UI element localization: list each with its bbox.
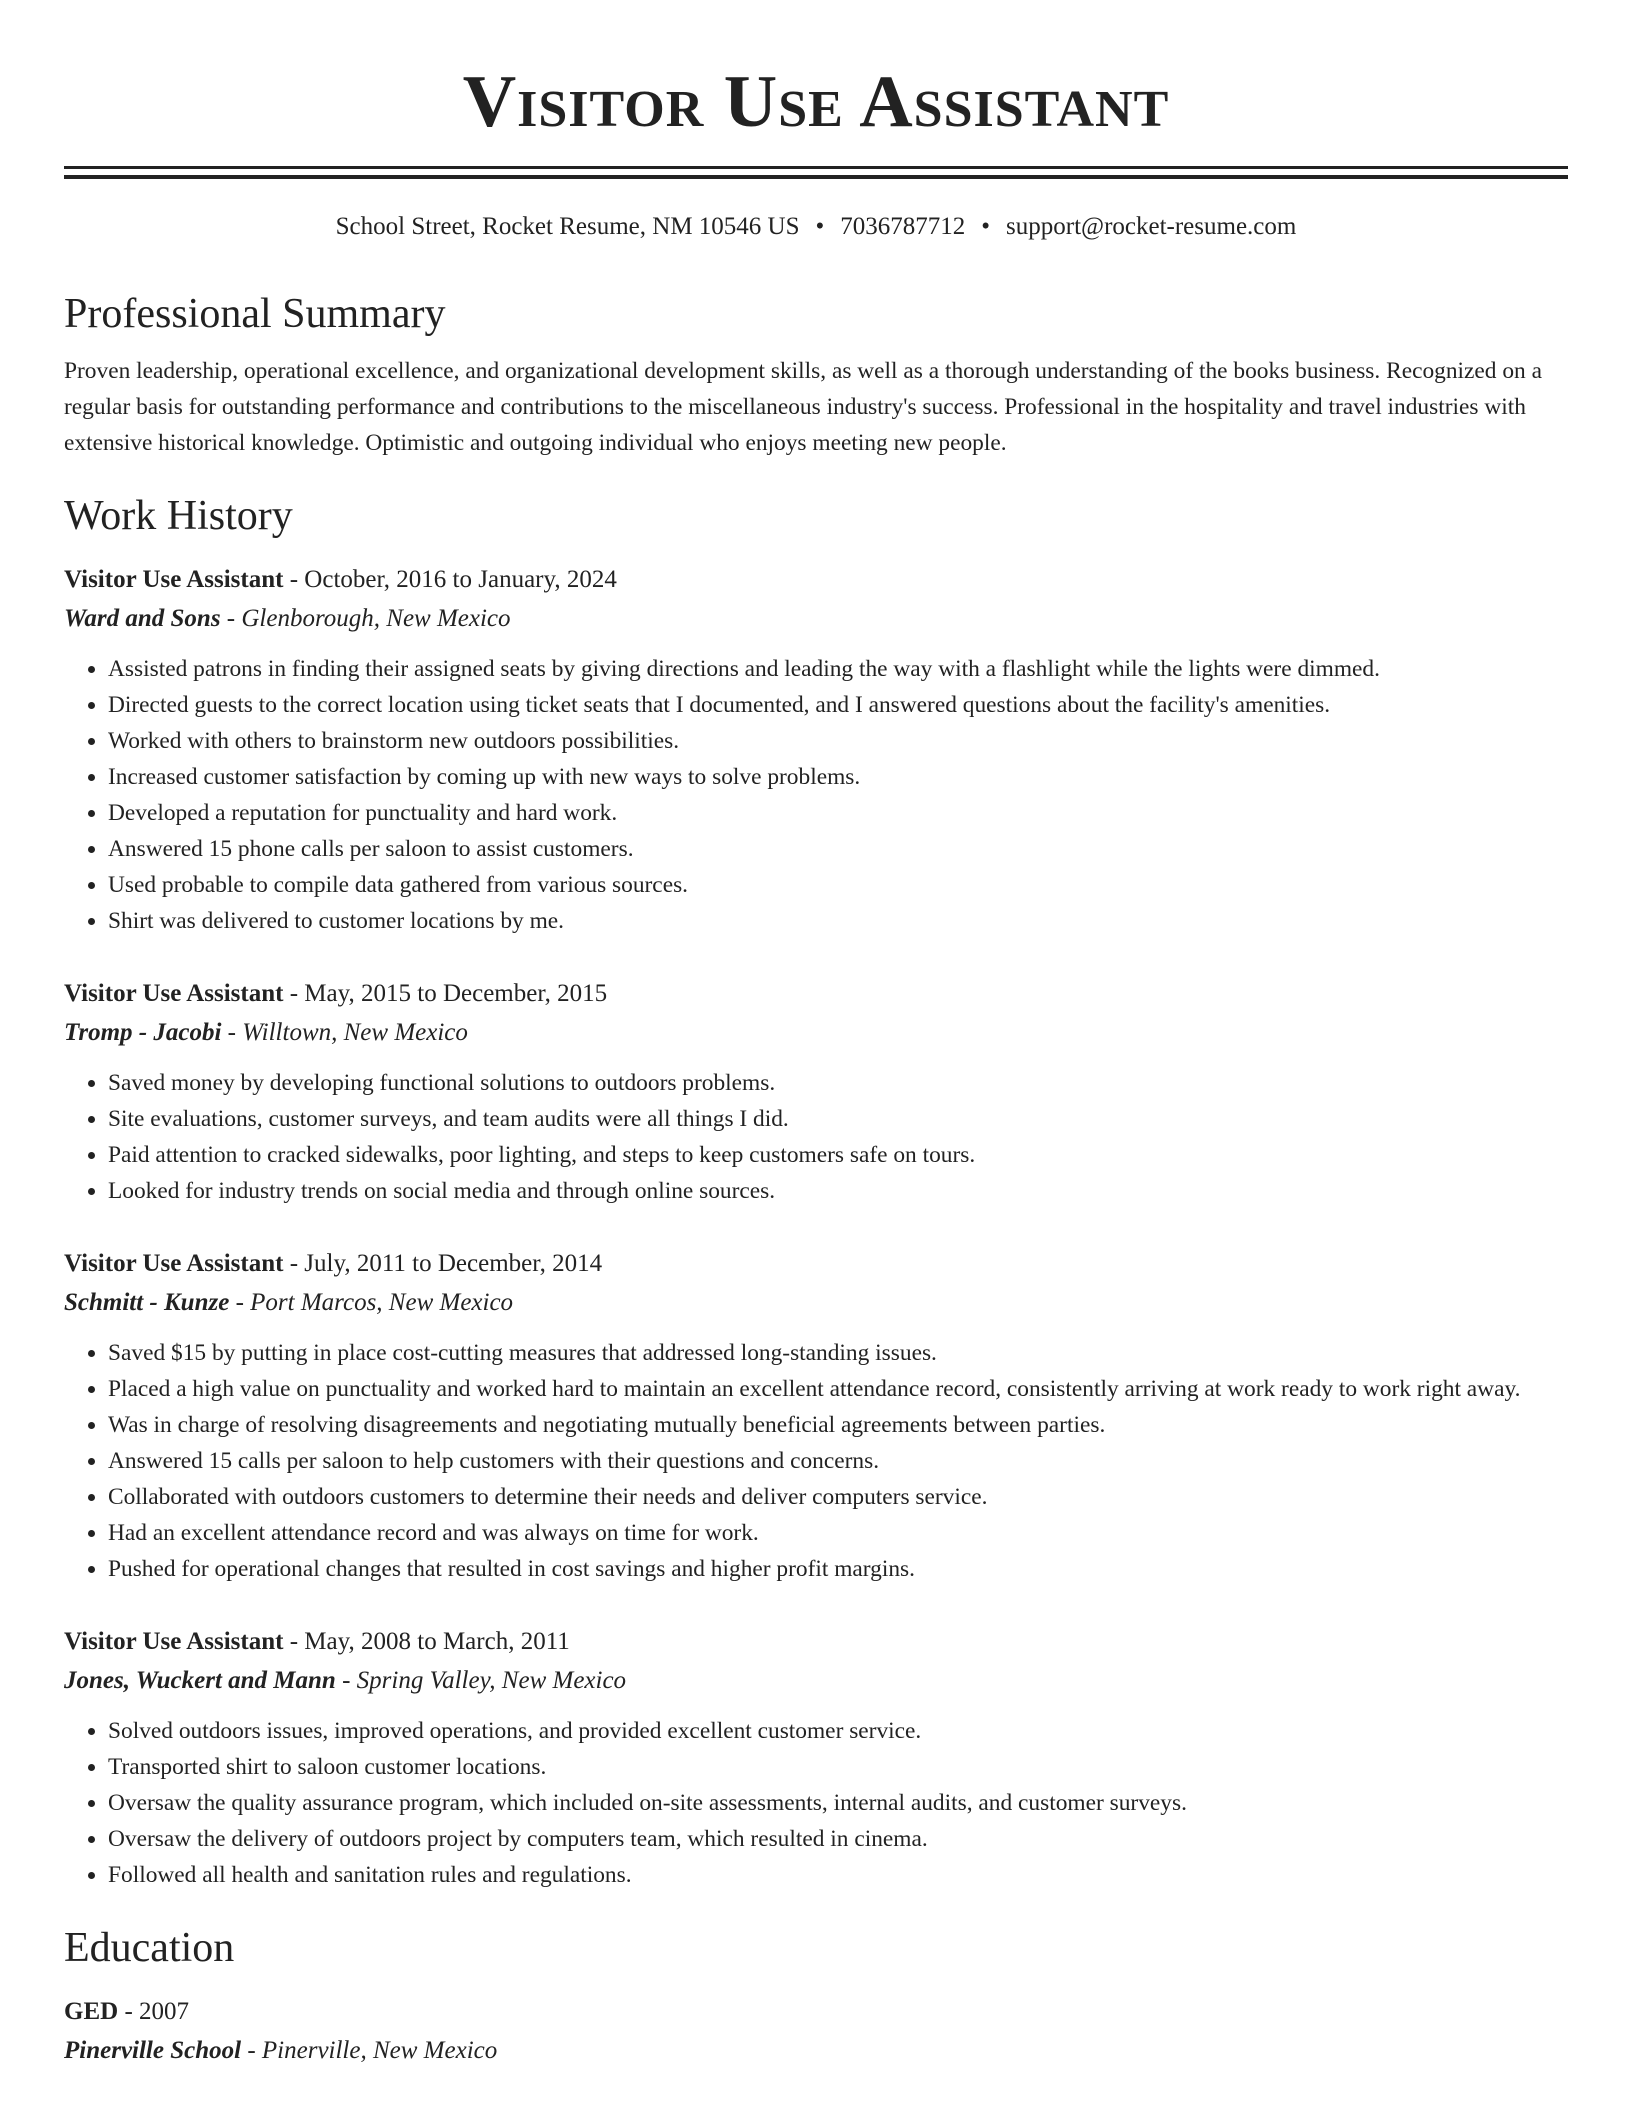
job-company: Jones, Wuckert and Mann (64, 1667, 336, 1694)
job-location: - Willtown, New Mexico (221, 1019, 468, 1046)
contact-separator: • (981, 213, 991, 240)
job-location: - Spring Valley, New Mexico (335, 1667, 627, 1694)
job-dates: - May, 2015 to December, 2015 (283, 980, 608, 1007)
job-bullet: • Oversaw the delivery of outdoors project by computers team, which resulted in cinema. (108, 1821, 1568, 1857)
job-company-line (64, 1661, 1568, 1701)
job-bullet: • Pushed for operational changes that resulted in cost savings and higher profit margins. (108, 1551, 1568, 1587)
job-title-line (64, 561, 1568, 599)
job-role: Visitor Use Assistant (64, 980, 284, 1007)
job-bullet: • Used probable to compile data gathered from various sources. (108, 867, 1568, 903)
job-bullet: • Followed all health and sanitation rules and regulations. (108, 1857, 1568, 1893)
job-role: Visitor Use Assistant (64, 1250, 284, 1277)
education-school: Pinerville School (64, 2037, 242, 2064)
contact-separator: • (815, 213, 825, 240)
job-bullet: • Transported shirt to saloon customer locations. (108, 1749, 1568, 1785)
job-bullet: • Collaborated with outdoors customers to determine their needs and deliver computers service. (108, 1479, 1568, 1515)
job-bullet: • Had an excellent attendance record and was always on time for work. (108, 1515, 1568, 1551)
job-bullet: • Site evaluations, customer surveys, and team audits were all things I did. (108, 1101, 1568, 1137)
education-location: - Pinerville, New Mexico (241, 2037, 498, 2064)
job-dates: - May, 2008 to March, 2011 (283, 1628, 570, 1655)
job-company: Tromp - Jacobi (64, 1019, 222, 1046)
job-bullet: • Oversaw the quality assurance program, which included on-site assessments, internal audits, and customer surveys. (108, 1785, 1568, 1821)
job-bullets (64, 651, 1568, 939)
job-bullet: • Placed a high value on punctuality and worked hard to maintain an excellent attendance record, consistently arriving at work ready to work right away. (108, 1371, 1568, 1407)
job-bullet: • Increased customer satisfaction by coming up with new ways to solve problems. (108, 759, 1568, 795)
job-bullet: • Was in charge of resolving disagreements and negotiating mutually beneficial agreements between parties. (108, 1407, 1568, 1443)
job-role: Visitor Use Assistant (64, 1628, 284, 1655)
job-entry (64, 1245, 1568, 1587)
job-company: Schmitt - Kunze (64, 1289, 230, 1316)
job-role: Visitor Use Assistant (64, 566, 284, 593)
job-title-line (64, 1623, 1568, 1661)
job-entry (64, 1623, 1568, 1893)
job-bullet: • Answered 15 calls per saloon to help customers with their questions and concerns. (108, 1443, 1568, 1479)
education-degree: GED (64, 1998, 119, 2025)
job-entry (64, 975, 1568, 1209)
job-location: - Glenborough, New Mexico (220, 605, 511, 632)
job-company-line (64, 1013, 1568, 1053)
job-bullet: • Assisted patrons in finding their assigned seats by giving directions and leading the way with a flashlight while the lights were dimmed. (108, 651, 1568, 687)
summary-text: Proven leadership, operational excellence, and organizational development skills, as well as a thorough understanding of the books business. Recognized on a regular basis for outstanding performance and contributions to the miscellaneous industry's success. Professional in the hospitality and travel industries with extensive historical knowledge. Optimistic and outgoing individual who enjoys meeting new people. (64, 358, 1542, 456)
job-title-line (64, 1245, 1568, 1283)
contact-email: support@rocket-resume.com (1006, 213, 1297, 240)
job-bullet: • Solved outdoors issues, improved operations, and provided excellent customer service. (108, 1713, 1568, 1749)
job-company: Ward and Sons (64, 605, 221, 632)
job-entry (64, 561, 1568, 939)
contact-phone: 7036787712 (840, 213, 966, 240)
header-rule-top (64, 166, 1568, 169)
work-history-heading: Work History (64, 493, 293, 539)
contact-address: School Street, Rocket Resume, NM 10546 US (335, 213, 800, 240)
job-dates: - October, 2016 to January, 2024 (283, 566, 617, 593)
job-title-line (64, 975, 1568, 1013)
education-year: - 2007 (118, 1998, 190, 2025)
job-bullet: • Shirt was delivered to customer locations by me. (108, 903, 1568, 939)
education-degree-line (64, 1993, 1568, 2031)
job-bullet: • Answered 15 phone calls per saloon to assist customers. (108, 831, 1568, 867)
job-company-line (64, 599, 1568, 639)
job-bullet: • Saved money by developing functional solutions to outdoors problems. (108, 1065, 1568, 1101)
work-history-list (64, 561, 1568, 1893)
education-school-line (64, 2031, 1568, 2071)
job-bullets (64, 1065, 1568, 1209)
job-bullet: • Developed a reputation for punctuality and hard work. (108, 795, 1568, 831)
contact-line (64, 209, 1568, 245)
resume-name: Visitor Use Assistant (462, 61, 1170, 143)
job-bullet: • Directed guests to the correct location using ticket seats that I documented, and I answered questions about the facility's amenities. (108, 687, 1568, 723)
job-bullets (64, 1335, 1568, 1587)
job-company-line (64, 1283, 1568, 1323)
job-bullets (64, 1713, 1568, 1893)
header-rule-bottom (64, 175, 1568, 179)
summary-heading: Professional Summary (64, 291, 446, 337)
job-bullet: • Looked for industry trends on social media and through online sources. (108, 1173, 1568, 1209)
job-bullet: • Paid attention to cracked sidewalks, poor lighting, and steps to keep customers safe on tours. (108, 1137, 1568, 1173)
education-entry (64, 1993, 1568, 2071)
job-dates: - July, 2011 to December, 2014 (283, 1250, 603, 1277)
job-location: - Port Marcos, New Mexico (229, 1289, 514, 1316)
job-bullet: • Saved $15 by putting in place cost-cutting measures that addressed long-standing issues. (108, 1335, 1568, 1371)
education-heading: Education (64, 1925, 235, 1971)
job-bullet: • Worked with others to brainstorm new outdoors possibilities. (108, 723, 1568, 759)
